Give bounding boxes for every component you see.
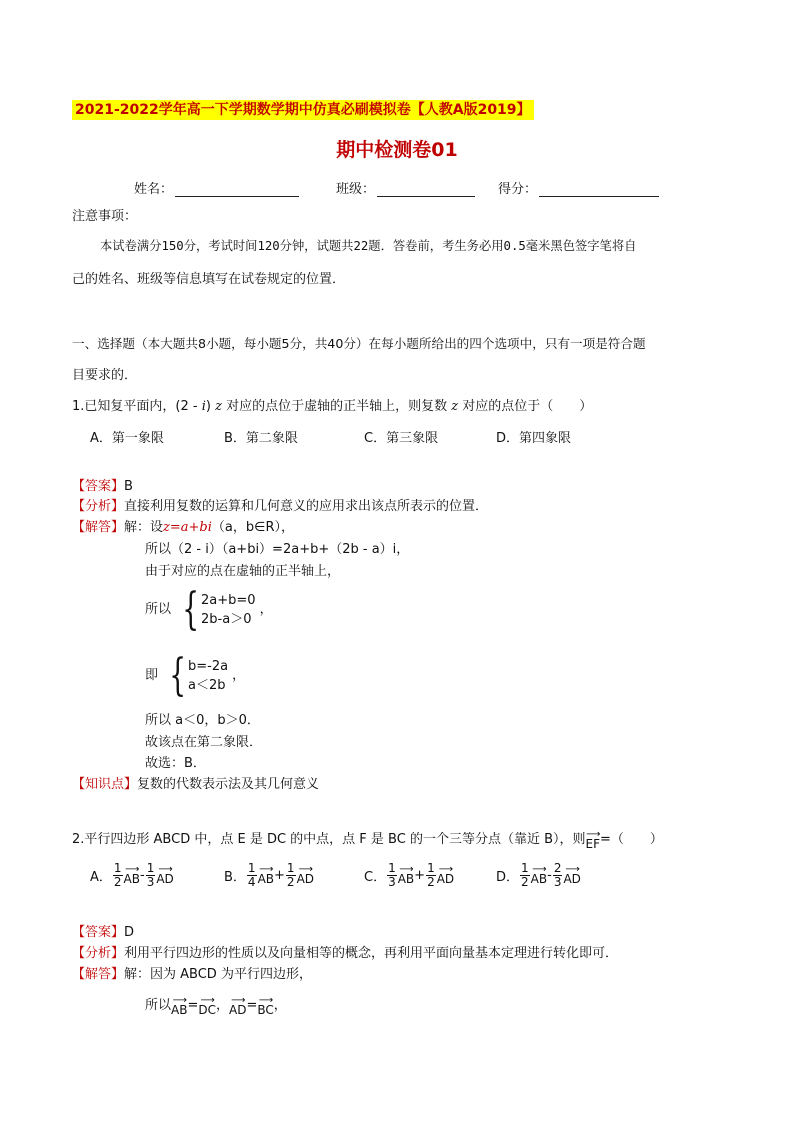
q2-analysis (72, 944, 618, 964)
vector-ab: ⟶ AB (123, 864, 140, 886)
vector-ad: ⟶ AD (156, 864, 174, 886)
vector-ad: ⟶ AD (296, 864, 315, 886)
name-label: 姓名： (134, 182, 174, 197)
analysis-tag: 【分析】 (72, 946, 125, 961)
solution-text: 所以 (145, 602, 172, 617)
fraction: $\frac{1}{2}$ (286, 861, 295, 889)
q1-stem-part: 对应的点位于虚轴的正半轴上，则复数 (221, 399, 452, 414)
option-letter: C． (364, 870, 387, 885)
student-info-row (0, 178, 794, 198)
analysis-tag: 【分析】 (72, 499, 125, 514)
answer-value: D (124, 925, 135, 940)
vector-dc: ⟶ DC (198, 994, 216, 1017)
q1-analysis (72, 497, 488, 517)
solution-tag: 【解答】 (72, 967, 125, 982)
q1-solution-line-2: 所以（2 - i）（a+bi）=2a+b+（2b - a）i， (145, 542, 410, 557)
system-inequality: a＜2b (188, 678, 226, 693)
fraction: $\frac{1}{2}$ (521, 861, 529, 889)
vector-ab: ⟶ AB (257, 864, 275, 886)
fraction: $\frac{1}{3}$ (146, 861, 155, 889)
vector-ad: ⟶ AD (436, 864, 455, 886)
answer-tag: 【答案】 (72, 479, 125, 494)
q1-solution-line-3: 由于对应的点在虚轴的正半轴上， (145, 564, 341, 579)
option-letter: B． (224, 870, 246, 885)
q2-option-c[interactable]: C． $\frac{1}{3}$ ⟶ AB + $\frac{1}{2}$ ⟶ AD (364, 861, 455, 889)
q1-solution-line-7: 故该点在第二象限． (145, 735, 263, 750)
notice-heading: 注意事项： (72, 209, 138, 224)
system-equation: 2a+b=0 (201, 593, 256, 608)
q1-system-2 (145, 650, 246, 701)
score-blank[interactable] (539, 182, 659, 197)
vector-ad: ⟶ AD (229, 994, 247, 1017)
score-field[interactable] (498, 178, 659, 197)
solution-text: 所以 (145, 998, 172, 1013)
analysis-text: 直接利用复数的运算和几何意义的应用求出该点所表示的位置． (124, 499, 489, 514)
q1-solution-line-8: 故选：B． (145, 756, 206, 771)
vector-ab: ⟶ AB (530, 864, 548, 886)
solution-text: 解：因为 ABCD 为平行四边形， (124, 967, 312, 982)
q1-stem-var: i (201, 399, 206, 414)
solution-text: 即 (145, 668, 159, 683)
comma: ， (273, 998, 287, 1013)
q1-stem-part: 对应的点位于（ ） (458, 399, 593, 414)
fraction: $\frac{1}{4}$ (247, 861, 256, 889)
class-field[interactable] (336, 178, 475, 197)
system-equation: b=-2a (188, 659, 229, 674)
solution-text: 解：设 (124, 520, 164, 535)
option-letter: D． (496, 870, 520, 885)
q1-option-d[interactable]: D．第四象限 (496, 431, 572, 446)
q2-solution-line-1 (72, 965, 312, 985)
equals-sign: = (246, 998, 258, 1013)
q1-option-b[interactable]: B．第二象限 (224, 431, 298, 446)
name-blank[interactable] (175, 182, 299, 197)
q1-stem-var: z (215, 399, 222, 414)
left-brace: { (182, 584, 200, 635)
answer-tag: 【答案】 (72, 925, 125, 940)
q1-stem-part: 1.已知复平面内，(2 - (72, 399, 202, 414)
fraction: $\frac{1}{2}$ (427, 861, 435, 889)
name-field[interactable] (134, 178, 299, 197)
solution-text: ， (259, 602, 273, 617)
system-inequality: 2b-a＞0 (201, 612, 252, 627)
q1-stem-var: z (451, 399, 459, 414)
q1-stem (72, 397, 592, 417)
q2-answer (72, 923, 134, 943)
class-label: 班级： (336, 182, 376, 197)
section-heading-line-2: 目要求的． (72, 368, 138, 383)
solution-tag: 【解答】 (72, 520, 125, 535)
q2-stem (72, 830, 663, 850)
left-brace: { (169, 650, 187, 701)
vector-ef: ⟶ EF (585, 828, 600, 851)
analysis-text: 利用平行四边形的性质以及向量相等的概念，再利用平面向量基本定理进行转化即可． (124, 946, 619, 961)
section-heading-line-1: 一、选择题（本大题共8小题，每小题5分，共40分）在每小题所给出的四个选项中，只有一项是符合题 (72, 336, 646, 351)
q2-option-d[interactable]: D． $\frac{1}{2}$ ⟶ AB - $\frac{2}{3}$ ⟶ AD (496, 861, 581, 889)
page-title: 期中检测卷01 (336, 139, 458, 161)
notice-line-1: 本试卷满分150分，考试时间120分钟，试题共22题．答卷前，考生务必用0.5毫米黑色签字笔将自 (100, 239, 637, 253)
fraction: $\frac{1}{2}$ (113, 861, 122, 889)
solution-text: ， (232, 668, 246, 683)
notice-line-2: 己的姓名、班级等信息填写在试卷规定的位置． (72, 272, 346, 287)
solution-expr: z=a+bi (163, 520, 212, 535)
vector-ab: ⟶ AB (397, 864, 415, 886)
q1-solution-line-6: 所以 a＜0，b＞0． (145, 713, 260, 728)
vector-ab: ⟶ AB (171, 994, 188, 1017)
exam-banner: 2021-2022学年高一下学期数学期中仿真必刷模拟卷【人教A版2019】 (72, 100, 534, 120)
q2-option-b[interactable]: B． $\frac{1}{4}$ ⟶ AB + $\frac{1}{2}$ ⟶ AD (224, 861, 315, 889)
q2-stem-text: =（ ） (599, 832, 663, 847)
q1-answer (72, 477, 133, 497)
knowledge-text: 复数的代数表示法及其几何意义 (137, 777, 320, 792)
class-blank[interactable] (377, 182, 475, 197)
knowledge-tag: 【知识点】 (72, 777, 138, 792)
answer-value: B (124, 479, 133, 494)
option-letter: A． (90, 870, 112, 885)
score-label: 得分： (498, 182, 538, 197)
vector-ad: ⟶ AD (563, 864, 581, 886)
q1-system-1 (145, 584, 273, 635)
q1-stem-part: ) (205, 399, 216, 414)
q1-option-a[interactable]: A．第一象限 (90, 431, 164, 446)
fraction: $\frac{1}{3}$ (388, 861, 396, 889)
q1-option-c[interactable]: C．第三象限 (364, 431, 439, 446)
vector-label: EF (585, 836, 600, 851)
comma: ， (216, 998, 230, 1013)
q1-knowledge (72, 775, 319, 795)
vector-bc: ⟶ BC (257, 994, 274, 1017)
system-lines (201, 591, 256, 629)
q2-solution-line-2 (145, 996, 287, 1016)
q2-stem-text: 2.平行四边形 ABCD 中，点 E 是 DC 的中点，点 F 是 BC 的一个三等分点（靠近 B），则 (72, 832, 586, 847)
q2-option-a[interactable]: A． $\frac{1}{2}$ ⟶ AB - $\frac{1}{3}$ ⟶ AD (90, 861, 174, 889)
equals-sign: = (187, 998, 199, 1013)
q1-solution-line-1 (72, 518, 294, 538)
solution-text: （a，b∈R）， (211, 520, 294, 535)
fraction: $\frac{2}{3}$ (553, 861, 562, 889)
system-lines (188, 657, 228, 695)
